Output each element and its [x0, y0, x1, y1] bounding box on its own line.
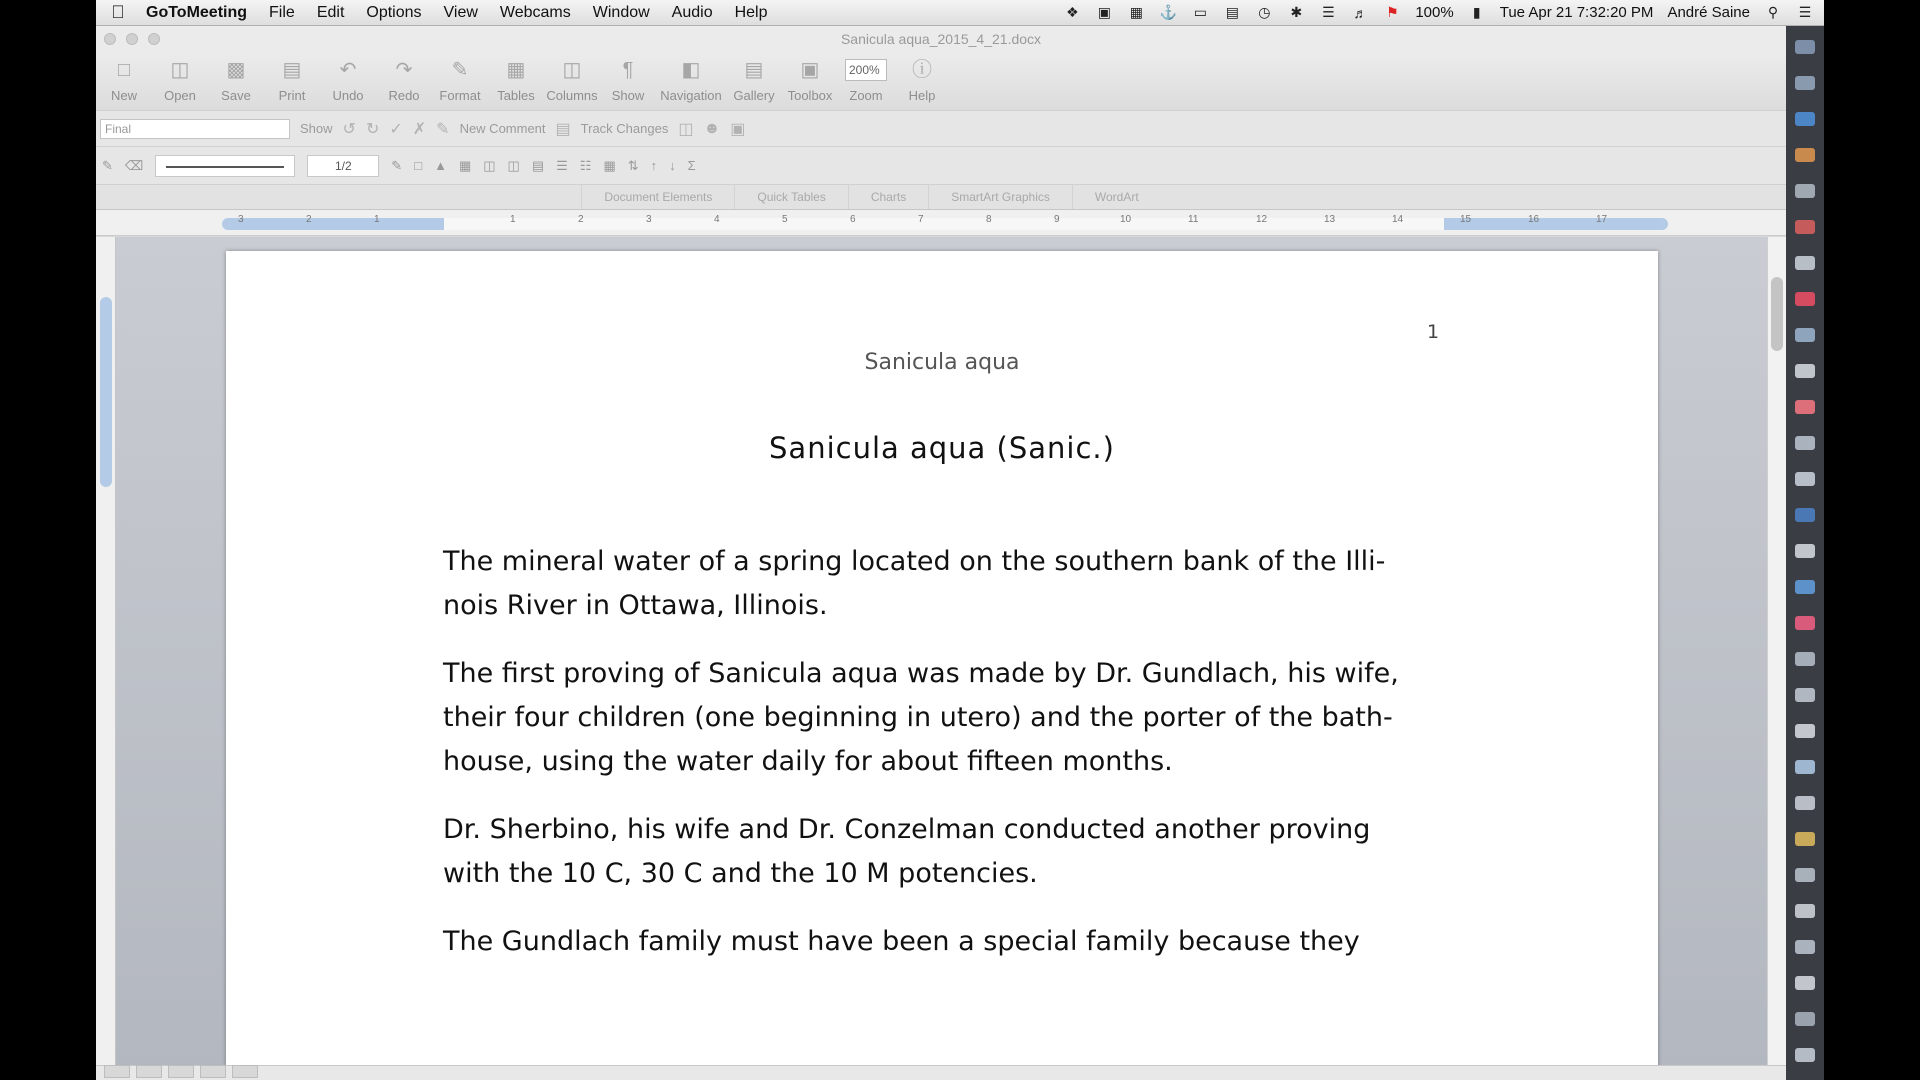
dock-app-icon[interactable]	[1795, 940, 1815, 954]
scrollbar-thumb[interactable]	[1771, 277, 1783, 351]
ruler-number: 3	[646, 214, 652, 225]
dock-app-icon[interactable]	[1795, 76, 1815, 90]
eraser-icon[interactable]: ⌫	[124, 157, 144, 173]
notification-list-icon[interactable]: ☰	[1798, 4, 1812, 20]
ruler-text-area	[444, 218, 1444, 230]
tab-quick-tables[interactable]: Quick Tables	[734, 185, 847, 209]
vertical-ruler[interactable]	[96, 237, 116, 1065]
wifi-icon[interactable]: ☰	[1322, 4, 1335, 20]
outline-view-icon[interactable]	[136, 1065, 162, 1078]
tab-smartart-graphics[interactable]: SmartArt Graphics	[928, 185, 1072, 209]
help-icon: ⓘ	[912, 59, 932, 81]
dock-app-icon[interactable]	[1795, 976, 1815, 990]
vertical-ruler-margin-bar	[100, 297, 112, 487]
tab-wordart[interactable]: WordArt	[1072, 185, 1161, 209]
dock-app-icon[interactable]	[1795, 688, 1815, 702]
show-markup-menu[interactable]: Show	[300, 121, 333, 136]
format-button[interactable]: ✎ Format	[439, 59, 481, 103]
menu-edit[interactable]: Edit	[316, 3, 345, 21]
paragraph: Dr. Sherbino, his wife and Dr. Conzelman conducted another proving with the 10 C, 30 C and the 10 M potencies.	[443, 814, 1371, 889]
open-folder-icon: ◫	[170, 59, 190, 81]
dock-app-icon[interactable]	[1795, 508, 1815, 522]
time-machine-icon[interactable]: ◷	[1258, 4, 1271, 20]
align-icon[interactable]: ▤	[531, 157, 545, 173]
toolbox-button[interactable]: ▣ Toolbox	[787, 59, 833, 103]
zoom-window-icon[interactable]	[148, 33, 160, 45]
dock-app-icon[interactable]	[1795, 904, 1815, 918]
distribute-columns-icon[interactable]: ☷	[579, 157, 592, 173]
tab-document-elements[interactable]: Document Elements	[581, 185, 734, 209]
battery-icon[interactable]: ▮	[1472, 4, 1481, 20]
dock-app-icon[interactable]	[1795, 868, 1815, 882]
minimize-window-icon[interactable]	[126, 33, 138, 45]
menu-app-name[interactable]: GoToMeeting	[146, 3, 248, 21]
ruler-number: 9	[1054, 214, 1060, 225]
dock-app-icon[interactable]	[1795, 832, 1815, 846]
ruler-number: 2	[306, 214, 312, 225]
pen-color-icon[interactable]: ✎	[391, 157, 403, 173]
markup-view-select[interactable]: Final	[100, 119, 290, 139]
dock	[1786, 26, 1824, 1080]
elements-gallery-tabs	[96, 184, 1786, 210]
dock-app-icon[interactable]	[1795, 544, 1815, 558]
picture-icon[interactable]: ▦	[1129, 4, 1143, 20]
publishing-view-icon[interactable]	[168, 1065, 194, 1078]
share-icon[interactable]: ☻	[703, 119, 721, 137]
ruler-number: 5	[782, 214, 788, 225]
undo-icon: ↶	[339, 59, 357, 81]
dropbox-icon[interactable]: ❖	[1066, 4, 1079, 20]
merge-cells-icon[interactable]: ◫	[483, 157, 496, 173]
volume-icon[interactable]: ♬	[1353, 4, 1368, 21]
navigation-button[interactable]: ◧ Navigation	[660, 59, 722, 103]
table-icon: ▦	[506, 59, 526, 81]
menu-audio[interactable]: Audio	[671, 3, 713, 21]
ruler-number: 11	[1188, 214, 1199, 225]
undo-button[interactable]: ↶ Undo	[332, 59, 364, 103]
dock-app-icon[interactable]	[1795, 148, 1815, 162]
menu-file[interactable]: File	[269, 3, 295, 21]
dock-app-icon[interactable]	[1795, 760, 1815, 774]
toolbox-icon: ▣	[800, 59, 820, 81]
document-body[interactable]	[443, 540, 1443, 988]
next-change-icon[interactable]: ↻	[365, 120, 380, 138]
ruler-number: 13	[1324, 214, 1336, 225]
ruler-number: 8	[986, 214, 992, 225]
ruler-number: 1	[374, 214, 380, 225]
standard-toolbar	[96, 52, 1786, 110]
navigation-pane-icon: ◧	[681, 59, 701, 81]
draft-view-icon[interactable]	[104, 1065, 130, 1078]
clock[interactable]: Tue Apr 21 7:32:20 PM	[1499, 4, 1654, 21]
comment-icon: ✎	[436, 120, 450, 138]
menu-options[interactable]: Options	[366, 3, 422, 21]
page-number: 1	[1427, 321, 1440, 343]
paragraph: The mineral water of a spring located on the southern bank of the Illi- nois River in Ottawa, Illinois.	[443, 546, 1386, 621]
keyboard-icon[interactable]: ▤	[1225, 4, 1239, 20]
bluetooth-icon[interactable]: ✱	[1290, 4, 1303, 20]
dock-app-icon[interactable]	[1795, 724, 1815, 738]
previous-change-icon[interactable]: ↺	[342, 120, 356, 138]
redo-button[interactable]: ↷ Redo	[388, 59, 420, 103]
zoom-control[interactable]	[842, 52, 890, 103]
borders-icon[interactable]: □	[414, 158, 423, 173]
tab-charts[interactable]: Charts	[848, 185, 928, 209]
dock-app-icon[interactable]	[1795, 112, 1815, 126]
ruler-number: 7	[918, 214, 924, 225]
redo-icon: ↷	[395, 59, 413, 81]
document-title: Sanicula aqua (Sanic.)	[769, 431, 1115, 465]
print-button[interactable]: ▤ Print	[278, 59, 306, 103]
columns-icon: ◫	[562, 59, 582, 81]
dock-app-icon[interactable]	[1795, 436, 1815, 450]
flask-icon[interactable]: ⚓	[1159, 4, 1178, 20]
ruler-number: 4	[714, 214, 720, 225]
dock-app-icon[interactable]	[1795, 40, 1815, 54]
pilcrow-icon: ¶	[622, 59, 634, 81]
ruler-number: 6	[850, 214, 856, 225]
protect-icon[interactable]: ▣	[730, 120, 746, 138]
vertical-scrollbar[interactable]	[1767, 237, 1786, 1065]
close-window-icon[interactable]	[104, 33, 116, 45]
canada-flag-icon[interactable]: ⚑	[1386, 4, 1399, 20]
ruler-number: 15	[1460, 214, 1472, 225]
menu-window[interactable]: Window	[592, 3, 650, 21]
reject-change-icon[interactable]: ✗	[412, 120, 427, 138]
sync-icon[interactable]: ▣	[1097, 4, 1111, 20]
track-changes-button[interactable]: Track Changes	[580, 121, 669, 136]
word-window	[96, 26, 1786, 1080]
paragraph: The first proving of Sanicula aqua was made by Dr. Gundlach, his wife, their four children (one beginning in utero) and the porter of the bath- house, using the water daily for about fifteen months.	[443, 658, 1399, 777]
dock-app-icon[interactable]	[1795, 616, 1815, 630]
dock-app-icon[interactable]	[1795, 580, 1815, 594]
airplay-icon[interactable]: ▭	[1193, 4, 1207, 20]
battery-percent: 100%	[1415, 4, 1454, 21]
dock-app-icon[interactable]	[1795, 400, 1815, 414]
dock-app-icon[interactable]	[1795, 184, 1815, 198]
dock-app-icon[interactable]	[1795, 796, 1815, 810]
print-layout-view-icon[interactable]	[200, 1065, 226, 1078]
menu-webcams[interactable]: Webcams	[499, 3, 571, 21]
page-header: Sanicula aqua	[864, 350, 1020, 375]
columns-button[interactable]: ◫ Columns	[546, 59, 598, 103]
window-title: Sanicula aqua_2015_4_21.docx	[840, 31, 1042, 47]
formatting-toolbar	[96, 146, 1786, 184]
user-name[interactable]: André Saine	[1667, 4, 1750, 21]
dock-app-icon[interactable]	[1795, 256, 1815, 270]
horizontal-ruler[interactable]	[96, 210, 1786, 236]
dock-app-icon[interactable]	[1795, 1048, 1815, 1062]
ruler-number: 14	[1392, 214, 1404, 225]
sort-ascending-icon[interactable]: ↑	[650, 158, 658, 173]
menu-help[interactable]: Help	[734, 3, 768, 21]
view-buttons	[96, 1065, 258, 1080]
status-area	[1063, 4, 1824, 21]
ruler-number: 1	[510, 214, 516, 225]
dock-app-icon[interactable]	[1795, 364, 1815, 378]
ruler-number: 17	[1596, 214, 1608, 225]
sort-descending-icon[interactable]: ↓	[669, 158, 676, 173]
format-brush-icon: ✎	[451, 59, 469, 81]
save-icon: ▩	[226, 59, 246, 81]
dock-app-icon[interactable]	[1795, 328, 1815, 342]
ruler-number: 10	[1120, 214, 1132, 225]
review-toolbar	[96, 110, 1786, 146]
dock-app-icon[interactable]	[1795, 292, 1815, 306]
insert-table-icon[interactable]: ▦	[458, 157, 472, 173]
window-titlebar	[96, 26, 1786, 52]
text-direction-icon[interactable]: ⇅	[627, 157, 639, 173]
track-changes-icon: ▤	[555, 120, 571, 138]
pencil-icon[interactable]: ✎	[102, 157, 113, 173]
menu-view[interactable]: View	[443, 3, 478, 21]
save-button[interactable]: ▩ Save	[221, 59, 251, 103]
document-page[interactable]	[226, 251, 1658, 1065]
dock-app-icon[interactable]	[1795, 220, 1815, 234]
document-canvas[interactable]	[116, 237, 1767, 1065]
accept-change-icon[interactable]: ✓	[389, 120, 403, 138]
dock-app-icon[interactable]	[1795, 1012, 1815, 1026]
spotlight-search-icon[interactable]: ⚲	[1767, 4, 1779, 20]
line-style-select[interactable]	[155, 155, 295, 177]
paragraph: The Gundlach family must have been a special family because they	[443, 926, 1360, 957]
notebook-view-icon[interactable]	[232, 1065, 258, 1078]
ruler-number: 3	[238, 214, 244, 225]
apple-menu-icon[interactable]	[96, 2, 140, 23]
zoom-select[interactable]: 200%	[845, 59, 887, 81]
dock-app-icon[interactable]	[1795, 472, 1815, 486]
print-icon: ▤	[282, 59, 302, 81]
gallery-button[interactable]: ▤ Gallery	[733, 59, 775, 103]
dock-app-icon[interactable]	[1795, 652, 1815, 666]
sum-icon[interactable]: Σ	[687, 158, 696, 173]
ruler-number: 16	[1528, 214, 1540, 225]
split-cells-icon[interactable]: ◫	[507, 157, 520, 173]
tables-button[interactable]: ▦ Tables	[497, 59, 535, 103]
ruler-number: 12	[1256, 214, 1268, 225]
zoom-label: Zoom	[849, 88, 883, 103]
ruler-number: 2	[578, 214, 584, 225]
show-button[interactable]: ¶ Show	[611, 59, 645, 103]
help-button[interactable]: ⓘ Help	[908, 59, 936, 103]
system-menubar	[96, 0, 1824, 26]
compare-icon[interactable]: ◫	[678, 120, 694, 138]
screen	[96, 0, 1824, 1080]
new-button[interactable]: □ New	[110, 59, 137, 103]
gallery-icon: ▤	[744, 59, 764, 81]
status-bar	[96, 1065, 1786, 1080]
open-button[interactable]: ◫ Open	[164, 59, 196, 103]
traffic-lights	[104, 33, 160, 45]
autofit-icon[interactable]: ▦	[603, 157, 616, 173]
distribute-rows-icon[interactable]: ☰	[556, 157, 568, 173]
line-weight-select[interactable]: 1/2	[307, 155, 379, 177]
new-document-icon: □	[117, 59, 131, 81]
new-comment-button[interactable]: New Comment	[459, 121, 546, 136]
shading-icon[interactable]: ▲	[434, 158, 447, 173]
